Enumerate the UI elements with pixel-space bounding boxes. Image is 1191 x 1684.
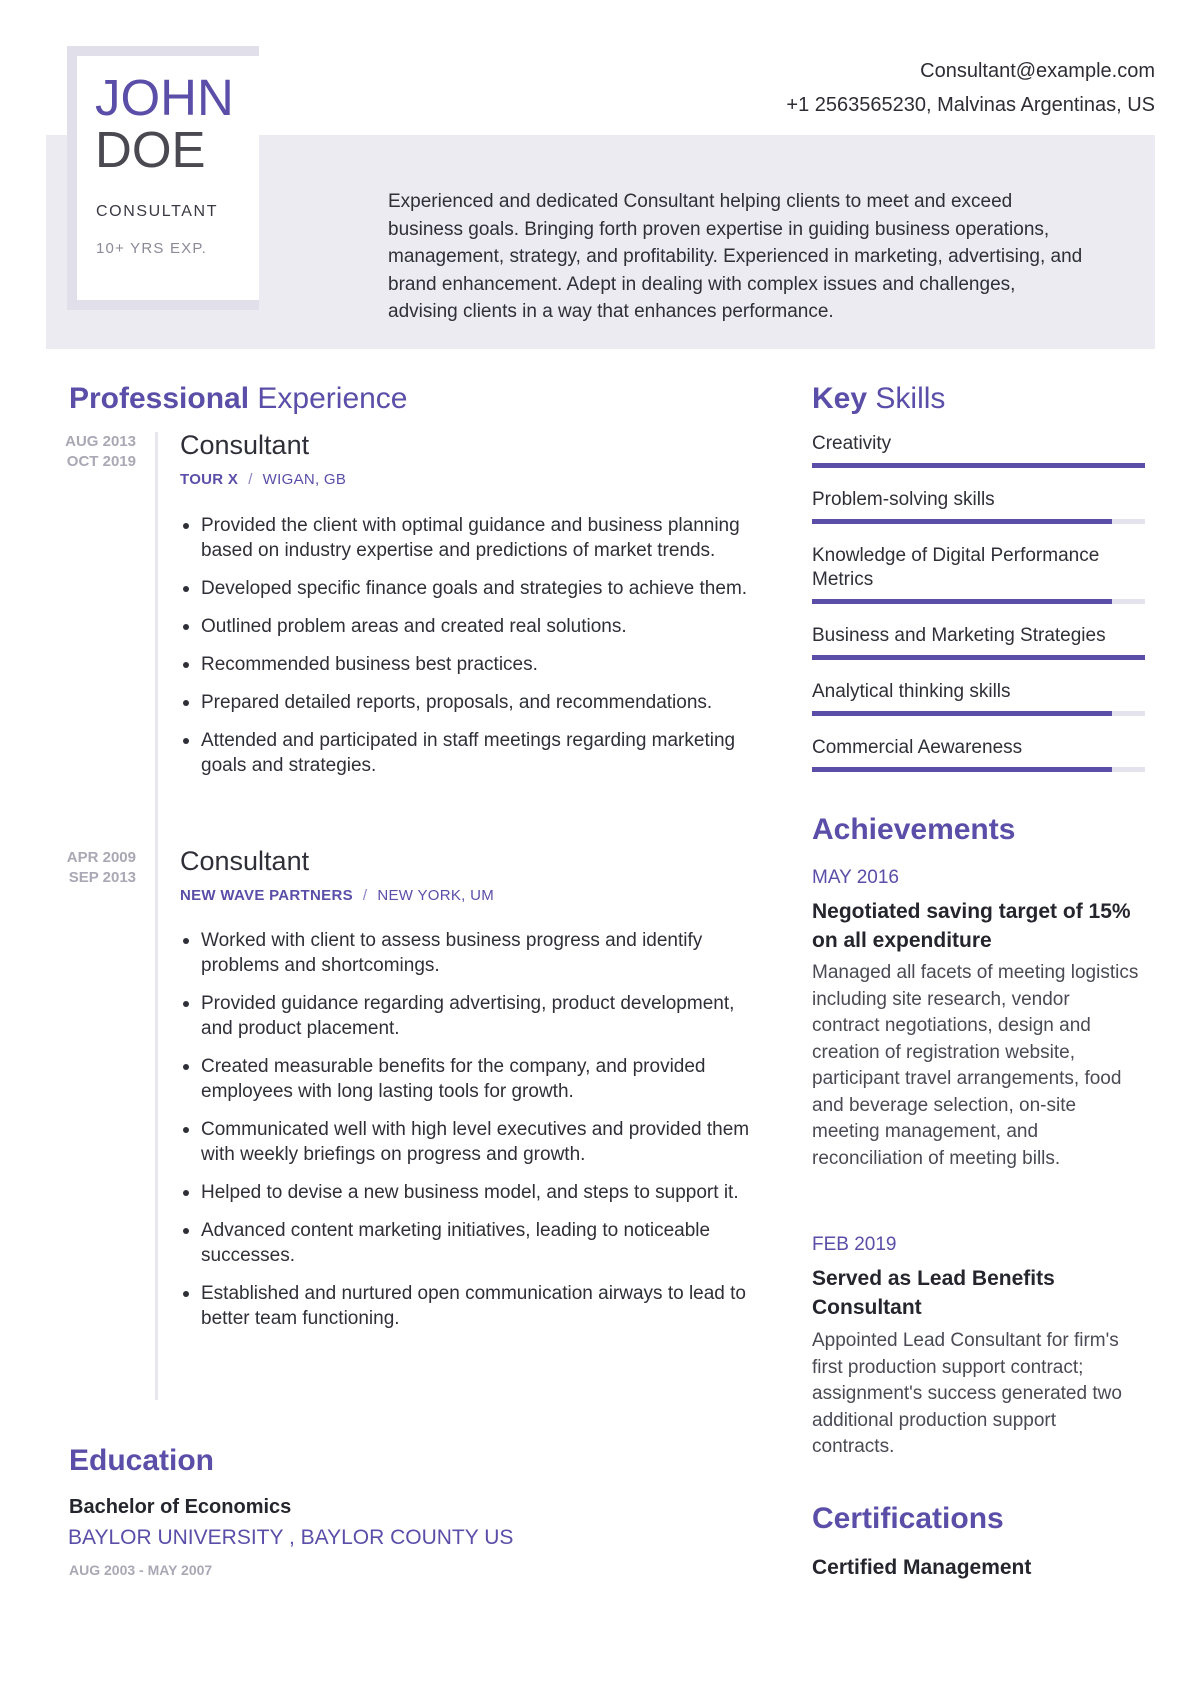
education-dates: AUG 2003 - MAY 2007 (69, 1562, 213, 1578)
achievement-title: Negotiated saving target of 15% on all expenditure (812, 900, 1131, 952)
years-experience: 10+ YRS EXP. (96, 240, 207, 257)
skill-label: Analytical thinking skills (812, 681, 1011, 702)
list-item: Provided guidance regarding advertising, product development, and product placement. (180, 991, 760, 1041)
job-meta-separator: / (248, 471, 253, 488)
skill-bar (812, 711, 1145, 716)
job-location: WIGAN, GB (262, 471, 347, 488)
achievement-date: MAY 2016 (812, 867, 899, 888)
list-item: Advanced content marketing initiatives, leading to noticeable successes. (180, 1218, 760, 1268)
list-item: Worked with client to assess business progress and identify problems and shortcomings. (180, 928, 760, 978)
first-name: JOHN (95, 69, 234, 126)
list-item: Developed specific finance goals and strategies to achieve them. (180, 576, 760, 601)
list-item: Outlined problem areas and created real solutions. (180, 614, 760, 639)
job-meta-separator: / (362, 887, 368, 904)
achievement-description: Managed all facets of meeting logistics including site research, vendor contract negotiations, design and creation of registration website, participant travel arrangements, food and beverage selection, on-site meeting management, and reconciliation of meeting bills. (812, 962, 1139, 1169)
skill-label: Business and Marketing Strategies (812, 625, 1106, 646)
skill-bar-fill (812, 711, 1112, 716)
list-item: Established and nurtured open communication airways to lead to better team functioning. (180, 1281, 760, 1331)
job-meta (180, 887, 494, 904)
job-title: CONSULTANT (96, 203, 219, 220)
last-name: DOE (95, 121, 206, 178)
job-dates (46, 432, 136, 472)
list-item: Helped to devise a new business model, and steps to support it. (180, 1180, 760, 1205)
job-company: TOUR X (180, 471, 239, 488)
job-company: NEW WAVE PARTNERS (180, 887, 353, 904)
job-dates (46, 848, 136, 888)
skills-heading-light: Skills (875, 382, 946, 415)
timeline-line (155, 432, 158, 1400)
job-end-date: SEP 2013 (68, 869, 136, 886)
education-heading-text: Education (69, 1444, 215, 1477)
job-title: Consultant (180, 846, 310, 876)
job-start-date: AUG 2013 (65, 433, 136, 450)
job-bullets (180, 928, 760, 1344)
achievement-description: Appointed Lead Consultant for firm's first production support contract; assignment's success generated two additional production support contracts. (812, 1330, 1122, 1457)
skill-bar (812, 519, 1145, 524)
skill-bar (812, 599, 1145, 604)
summary: Experienced and dedicated Consultant helping clients to meet and exceed business goals. Bringing forth proven expertise in guiding business operations, management, strategy, and profitability. Experienced in marketing, advertising, and brand enhancement. Adept in dealing with complex issues and challenges, advising clients in a way that enhances performance. (388, 191, 1083, 322)
list-item: Recommended business best practices. (180, 652, 760, 677)
certifications-heading (812, 1502, 1004, 1536)
skill-bar-fill (812, 655, 1145, 660)
job-end-date: OCT 2019 (66, 453, 136, 470)
achievements-heading-text: Achievements (812, 813, 1016, 846)
education-heading (69, 1444, 214, 1478)
skill-label: Commercial Aewareness (812, 737, 1023, 758)
job-meta (180, 471, 346, 488)
job-bullets (180, 513, 760, 791)
job-start-date: APR 2009 (66, 849, 136, 866)
certification-item: Certified Management (812, 1556, 1032, 1579)
education-degree: Bachelor of Economics (69, 1496, 292, 1518)
experience-heading-bold: Professional (69, 382, 250, 415)
list-item: Attended and participated in staff meetings regarding marketing goals and strategies. (180, 728, 760, 778)
list-item: Communicated well with high level executives and provided them with weekly briefings on progress and growth. (180, 1117, 760, 1167)
achievements-heading (812, 813, 1015, 847)
experience-heading-light: Experience (257, 382, 408, 415)
job-title: Consultant (180, 430, 310, 460)
skill-bar-fill (812, 767, 1112, 772)
experience-heading (69, 382, 408, 416)
email-link[interactable]: Consultant@example.com (920, 60, 1155, 82)
skills-heading-bold: Key (812, 382, 868, 415)
job-location: NEW YORK, UM (377, 887, 495, 904)
certifications-heading-text: Certifications (812, 1502, 1004, 1535)
skill-bar-fill (812, 519, 1112, 524)
skill-bar-fill (812, 599, 1112, 604)
skill-bar (812, 655, 1145, 660)
skill-bar-fill (812, 463, 1145, 468)
skill-label: Problem-solving skills (812, 489, 995, 510)
list-item: Created measurable benefits for the company, and provided employees with long lasting tools for growth. (180, 1054, 760, 1104)
education-school: BAYLOR UNIVERSITY , BAYLOR COUNTY US (68, 1526, 514, 1549)
list-item: Provided the client with optimal guidance and business planning based on industry expertise and predictions of market trends. (180, 513, 760, 563)
skill-label: Knowledge of Digital Performance Metrics (812, 545, 1100, 590)
skills-heading (812, 382, 945, 416)
achievement-date: FEB 2019 (812, 1234, 897, 1255)
skill-bar (812, 767, 1145, 772)
skill-label: Creativity (812, 433, 892, 454)
phone-location: +1 2563565230, Malvinas Argentinas, US (786, 94, 1155, 116)
achievement-title: Served as Lead Benefits Consultant (812, 1267, 1055, 1319)
skill-bar (812, 463, 1145, 468)
list-item: Prepared detailed reports, proposals, and recommendations. (180, 690, 760, 715)
